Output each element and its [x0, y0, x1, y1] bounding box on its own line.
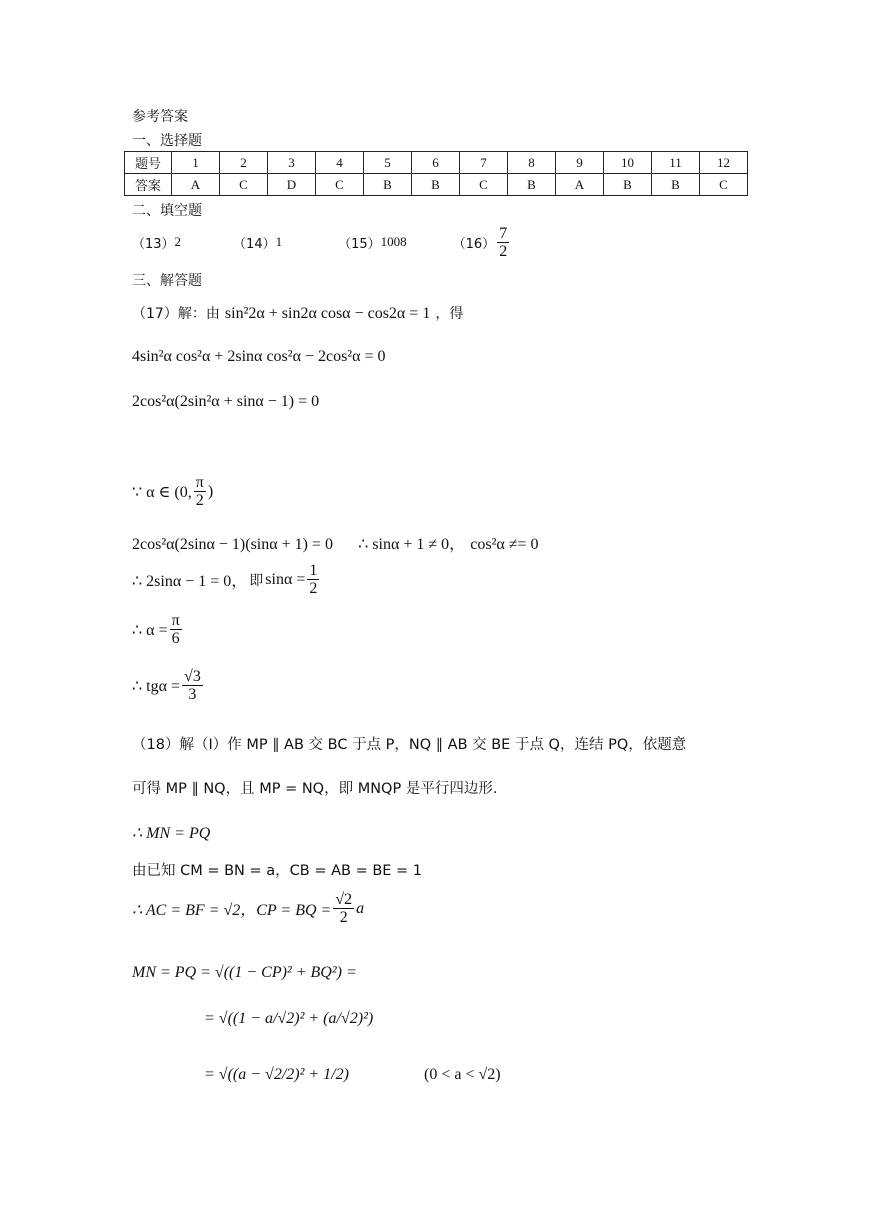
- q13-value: 2: [174, 234, 182, 249]
- table-cell: B: [364, 174, 412, 196]
- table-cell: C: [316, 174, 364, 196]
- table-cell: B: [604, 174, 652, 196]
- q16-fraction: [497, 225, 509, 260]
- table-cell: 4: [316, 152, 364, 174]
- q17-step3: [132, 474, 213, 509]
- q14-label: （14）: [233, 236, 276, 252]
- q17-step4-eq: 2cos²α(2sinα − 1)(sinα + 1) = 0: [132, 536, 333, 553]
- q18-range: (0 < a < √2): [424, 1066, 501, 1083]
- q14-value: 1: [275, 234, 283, 249]
- table-cell: A: [172, 174, 220, 196]
- table-row: [125, 174, 748, 196]
- q17-step5-eq: ∴ 2sinα − 1 = 0，: [132, 573, 248, 590]
- q18-line5-fraction: [333, 891, 354, 926]
- q18-line3: ∴ MN = PQ: [132, 825, 211, 842]
- q17-step5-den: 2: [309, 580, 318, 597]
- q16-numerator: 7: [499, 224, 508, 242]
- q18-line5-num: √2: [335, 891, 353, 908]
- q17-step5-fraction: [307, 562, 319, 597]
- q18-line5: [132, 891, 364, 926]
- table-cell: 5: [364, 152, 412, 174]
- table-row: [125, 152, 748, 174]
- q17-step6-den: 6: [171, 630, 180, 647]
- q17-step1: 4sin²α cos²α + 2sinα cos²α − 2cos²α = 0: [132, 348, 386, 365]
- q17-step7: [132, 668, 205, 703]
- q15-label: （15）: [338, 236, 381, 252]
- answer-table: [124, 151, 748, 196]
- table-cell: 1: [172, 152, 220, 174]
- q17-step4-therefore: ∴ sinα + 1 ≠ 0，: [358, 536, 466, 553]
- q17-step6: [132, 612, 184, 647]
- q18-line2: 可得 MP ∥ NQ，且 MP = NQ，即 MNQP 是平行四边形.: [132, 781, 498, 797]
- table-cell: 8: [508, 152, 556, 174]
- q18-line4: 由已知 CM = BN = a，CB = AB = BE = 1: [132, 863, 423, 879]
- table-cell: C: [220, 174, 268, 196]
- table-cell: 12: [700, 152, 748, 174]
- table-cell: B: [412, 174, 460, 196]
- q15-value: 1008: [380, 234, 407, 249]
- table-cell: C: [700, 174, 748, 196]
- q17-step3-post: ): [207, 482, 214, 500]
- q16-denominator: 2: [499, 242, 508, 260]
- q17-step4-cos: cos²α ≠= 0: [470, 536, 539, 553]
- table-cell: A: [556, 174, 604, 196]
- table-cell: 2: [220, 152, 268, 174]
- q17-step3-num: π: [195, 474, 204, 491]
- q17-step3-pre: ∵ α ∈ (0,: [132, 483, 192, 501]
- q17-step5-ji: 即: [249, 572, 264, 589]
- q17-given-equation: sin²2α + sin2α cosα − cos2α = 1: [224, 305, 431, 322]
- q17-step7-num: √3: [184, 668, 201, 685]
- q17-step3-den: 2: [195, 492, 204, 509]
- q13-label: （13）: [132, 236, 175, 252]
- q17-step5-sin: sinα =: [265, 570, 306, 588]
- q18-line7: = √((1 − a/√2)² + (a/√2)²): [204, 1010, 374, 1027]
- section-choice-heading: 一、选择题: [132, 133, 202, 149]
- section-fill-heading: 二、填空题: [132, 203, 202, 219]
- q18-line6: MN = PQ = √((1 − CP)² + BQ²) =: [132, 964, 357, 981]
- table-row-header: 答案: [125, 174, 172, 196]
- q17-get: ，得: [435, 306, 464, 322]
- table-cell: 7: [460, 152, 508, 174]
- q17-step2: 2cos²α(2sin²α + sinα − 1) = 0: [132, 393, 320, 410]
- table-cell: 10: [604, 152, 652, 174]
- table-cell: B: [508, 174, 556, 196]
- q18-line8: = √((a − √2/2)² + 1/2): [204, 1066, 349, 1083]
- table-row-header: 题号: [125, 152, 172, 174]
- q17-step7-fraction: [182, 668, 203, 703]
- q17-step6-fraction: [170, 612, 182, 647]
- q17-step3-fraction: [194, 474, 206, 509]
- q18-line5-den: 2: [339, 909, 348, 926]
- table-cell: B: [652, 174, 700, 196]
- table-cell: 9: [556, 152, 604, 174]
- page-title: 参考答案: [132, 109, 188, 125]
- table-cell: 11: [652, 152, 700, 174]
- q18-line5-post: a: [356, 899, 365, 917]
- section-solve-heading: 三、解答题: [132, 273, 202, 289]
- q18-line1: （18）解（I）作 MP ∥ AB 交 BC 于点 P，NQ ∥ AB 交 BE 于点 Q，连结 PQ，依题意: [132, 737, 687, 753]
- q17-step7-pre: ∴ tgα =: [132, 677, 181, 695]
- q17-step6-num: π: [171, 612, 180, 629]
- q17-intro: （17）解：由: [132, 306, 220, 322]
- q17-intro-line: [132, 303, 463, 323]
- q17-step4: [132, 531, 539, 554]
- q16-label: （16）: [452, 236, 496, 252]
- q17-step5-num: 1: [309, 562, 318, 579]
- q17-step6-pre: ∴ α =: [132, 621, 168, 639]
- table-cell: 3: [268, 152, 316, 174]
- q18-line5-pre: ∴ AC = BF = √2，CP = BQ =: [132, 902, 332, 919]
- table-cell: D: [268, 174, 316, 196]
- q17-step7-den: 3: [188, 686, 197, 703]
- fill-answers: [132, 222, 511, 262]
- table-cell: C: [460, 174, 508, 196]
- table-cell: 6: [412, 152, 460, 174]
- q17-step5: [132, 562, 321, 597]
